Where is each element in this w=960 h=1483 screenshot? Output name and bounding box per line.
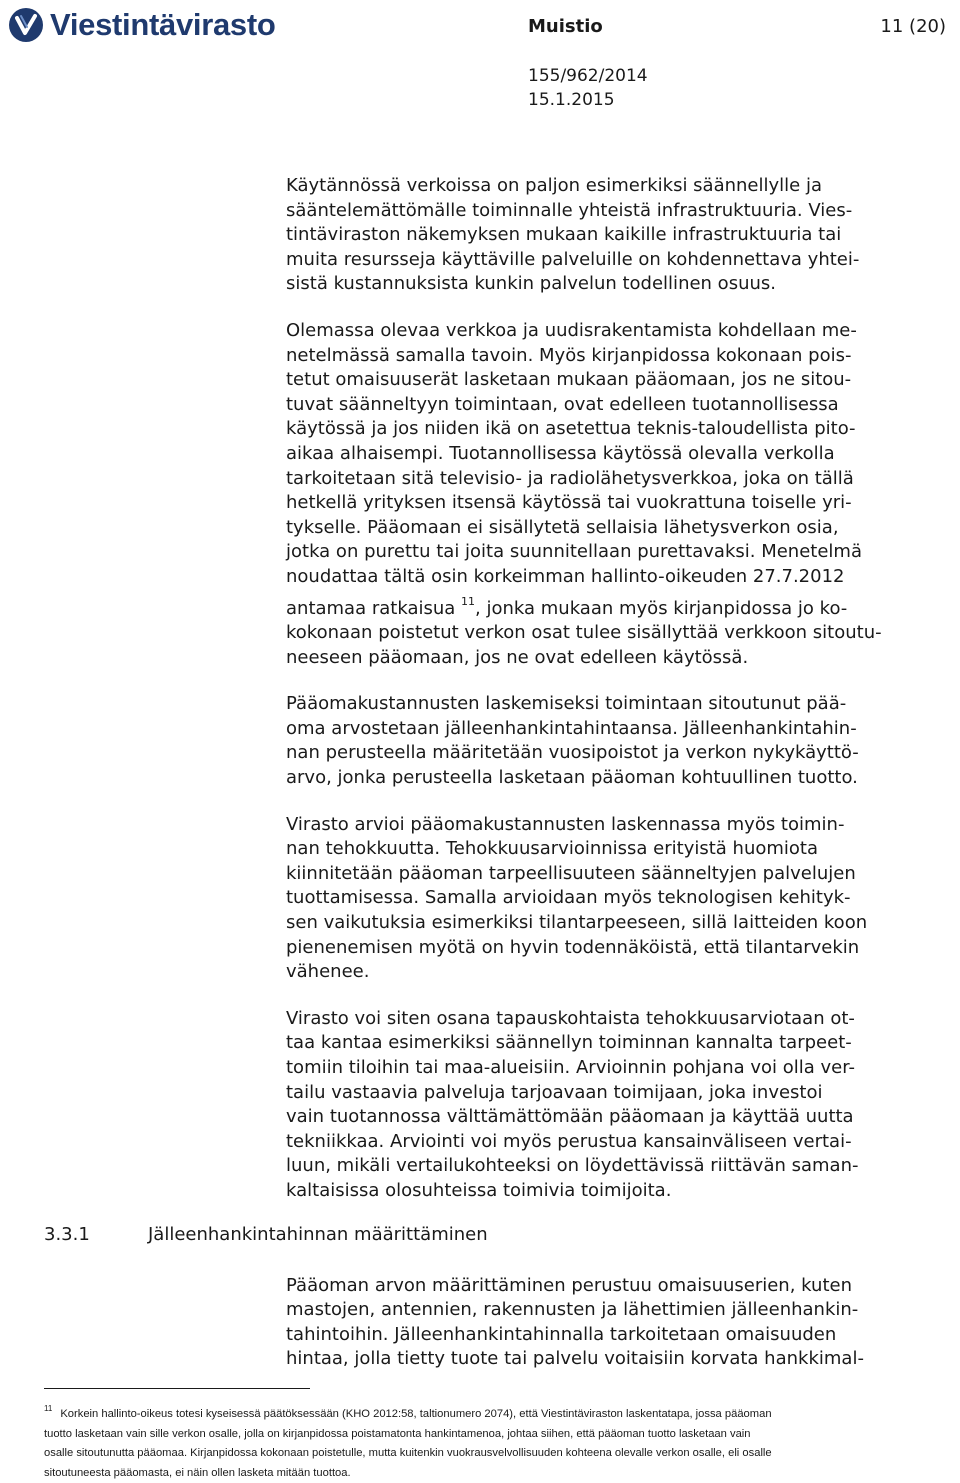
text-segment: antamaa ratkaisua xyxy=(286,598,455,619)
text-line: kiinnitetään pääoman tarpeellisuuteen säänneltyjen palvelujen xyxy=(286,862,950,887)
text-line: vain tuotannossa välttämättömään pääomaan ja käyttää uutta xyxy=(286,1105,950,1130)
text-line: tuvat säänneltyyn toimintaan, ovat edelleen tuotannollisessa xyxy=(286,393,950,418)
text-line: Käytännössä verkoissa on paljon esimerkiksi säännellylle ja xyxy=(286,174,950,199)
text-line: käytössä ja jos niiden ikä on asetettua teknis-taloudellista pito- xyxy=(286,417,950,442)
text-line: mastojen, antennien, rakennusten ja lähettimien jälleenhankin- xyxy=(286,1298,950,1323)
text-line: Virasto voi siten osana tapauskohtaista tehokkuusarviotaan ot- xyxy=(286,1007,950,1032)
text-line: tuottamisessa. Samalla arvioidaan myös teknologisen kehityk- xyxy=(286,886,950,911)
document-type: Muistio xyxy=(528,16,603,37)
footnote-divider xyxy=(44,1388,310,1389)
text-line: taa kantaa esimerkiksi säännellyn toiminnan kannalta tarpeet- xyxy=(286,1031,950,1056)
logo xyxy=(8,2,276,48)
section-heading xyxy=(44,1224,488,1245)
footnote-marker[interactable]: 11 xyxy=(461,595,475,608)
footnote-line: osalle sitoutunutta pääomaa. Kirjanpidossa kokonaan poistetulle, mutta kuitenkin vuokrausvelvollisuuden kohteena olevalle verkon osalle, eli osalle xyxy=(44,1444,950,1464)
text-line: kokonaan poistetut verkon osat tulee sisällyttää verkkoon sitoutu- xyxy=(286,621,950,646)
footnote-line: sitoutuneesta pääomasta, ei näin ollen lasketa mitään tuottoa. xyxy=(44,1464,950,1483)
footnote-text: Korkein hallinto-oikeus totesi kyseisessä päätöksessään (KHO 2012:58, taltionumero 2074), että Viestintäviraston laskentatapa, jossa pääoman xyxy=(60,1408,771,1420)
text-line: noudattaa tältä osin korkeimman hallinto-oikeuden 27.7.2012 xyxy=(286,565,950,590)
footnote-line: tuotto lasketaan vain sille verkon osalle, jolla on kirjanpidossa poistamatonta hankintamenoa, johtaa siihen, että pääoman tuotto lasketaan vain xyxy=(44,1425,950,1445)
section-title: Jälleenhankintahinnan määrittäminen xyxy=(148,1224,488,1245)
paragraph xyxy=(286,813,950,985)
text-line: nan tehokkuutta. Tehokkuusarvioinnissa erityistä huomiota xyxy=(286,837,950,862)
paragraph xyxy=(286,1274,950,1372)
logo-mark-icon xyxy=(8,7,44,43)
text-line: sistä kustannuksista kunkin palvelun todellinen osuus. xyxy=(286,272,950,297)
text-line: tykselle. Pääomaan ei sisällytetä sellaisia lähetysverkon osia, xyxy=(286,516,950,541)
text-line: hetkellä yrityksen itsensä käytössä tai vuokrattuna toiselle yri- xyxy=(286,491,950,516)
paragraph xyxy=(286,692,950,790)
paragraph xyxy=(286,174,950,297)
text-line: tahintoihin. Jälleenhankintahinnalla tarkoitetaan omaisuuden xyxy=(286,1323,950,1348)
text-line: netelmässä samalla tavoin. Myös kirjanpidossa kokonaan pois- xyxy=(286,344,950,369)
footnote-number: 11 xyxy=(44,1404,52,1413)
text-line: tetut omaisuuserät lasketaan mukaan pääomaan, jos ne sitou- xyxy=(286,368,950,393)
text-line: kaltaisissa olosuhteissa toimivia toimijoita. xyxy=(286,1179,950,1204)
text-line: oma arvostetaan jälleenhankintahintaansa. Jälleenhankintahin- xyxy=(286,717,950,742)
document-date: 15.1.2015 xyxy=(528,88,648,112)
text-line: arvo, jonka perusteella lasketaan pääoman kohtuullinen tuotto. xyxy=(286,766,950,791)
footnote xyxy=(44,1399,950,1483)
reference-block xyxy=(528,64,648,112)
text-line: tomiin tiloihin tai maa-alueisiin. Arvioinnin pohjana voi olla ver- xyxy=(286,1056,950,1081)
text-line: tekniikkaa. Arviointi voi myös perustua kansainväliseen vertai- xyxy=(286,1130,950,1155)
text-line: hintaa, jolla tietty tuote tai palvelu voitaisiin korvata hankkimal- xyxy=(286,1347,950,1372)
footnote-reference-line xyxy=(286,590,950,622)
logo-text: Viestintävirasto xyxy=(50,7,276,43)
text-line: Pääoman arvon määrittäminen perustuu omaisuuserien, kuten xyxy=(286,1274,950,1299)
text-segment: , jonka mukaan myös kirjanpidossa jo ko- xyxy=(475,598,847,619)
page-number: 11 (20) xyxy=(880,16,946,37)
body-text xyxy=(286,174,950,1394)
reference-number: 155/962/2014 xyxy=(528,64,648,88)
text-line: sääntelemättömälle toiminnalle yhteistä infrastruktuuria. Vies- xyxy=(286,199,950,224)
footnote-line xyxy=(44,1399,950,1425)
text-line: Pääomakustannusten laskemiseksi toimintaan sitoutunut pää- xyxy=(286,692,950,717)
text-line: pienenemisen myötä on hyvin todennäköistä, että tilantarvekin xyxy=(286,936,950,961)
text-line: tarkoitetaan sitä televisio- ja radiolähetysverkkoa, joka on tällä xyxy=(286,467,950,492)
text-line: jotka on purettu tai joita suunnitellaan purettavaksi. Menetelmä xyxy=(286,540,950,565)
text-line: nan perusteella määritetään vuosipoistot ja verkon nykykäyttö- xyxy=(286,741,950,766)
text-line: tailu vastaavia palveluja tarjoavaan toimijaan, joka investoi xyxy=(286,1081,950,1106)
text-line: Virasto arvioi pääomakustannusten laskennassa myös toimin- xyxy=(286,813,950,838)
text-line: vähenee. xyxy=(286,960,950,985)
text-line: aikaa alhaisempi. Tuotannollisessa käytössä olevalla verkolla xyxy=(286,442,950,467)
section-number: 3.3.1 xyxy=(44,1224,148,1245)
text-line: muita resursseja käyttäville palveluille on kohdennettava yhtei- xyxy=(286,248,950,273)
text-line: tintäviraston näkemyksen mukaan kaikille infrastruktuuria tai xyxy=(286,223,950,248)
paragraph xyxy=(286,319,950,670)
text-line: luun, mikäli vertailukohteeksi on löydettävissä riittävän saman- xyxy=(286,1154,950,1179)
text-line: neeseen pääomaan, jos ne ovat edelleen käytössä. xyxy=(286,646,950,671)
text-line: Olemassa olevaa verkkoa ja uudisrakentamista kohdellaan me- xyxy=(286,319,950,344)
text-line: sen vaikutuksia esimerkiksi tilantarpeeseen, sillä laitteiden koon xyxy=(286,911,950,936)
paragraph xyxy=(286,1007,950,1204)
